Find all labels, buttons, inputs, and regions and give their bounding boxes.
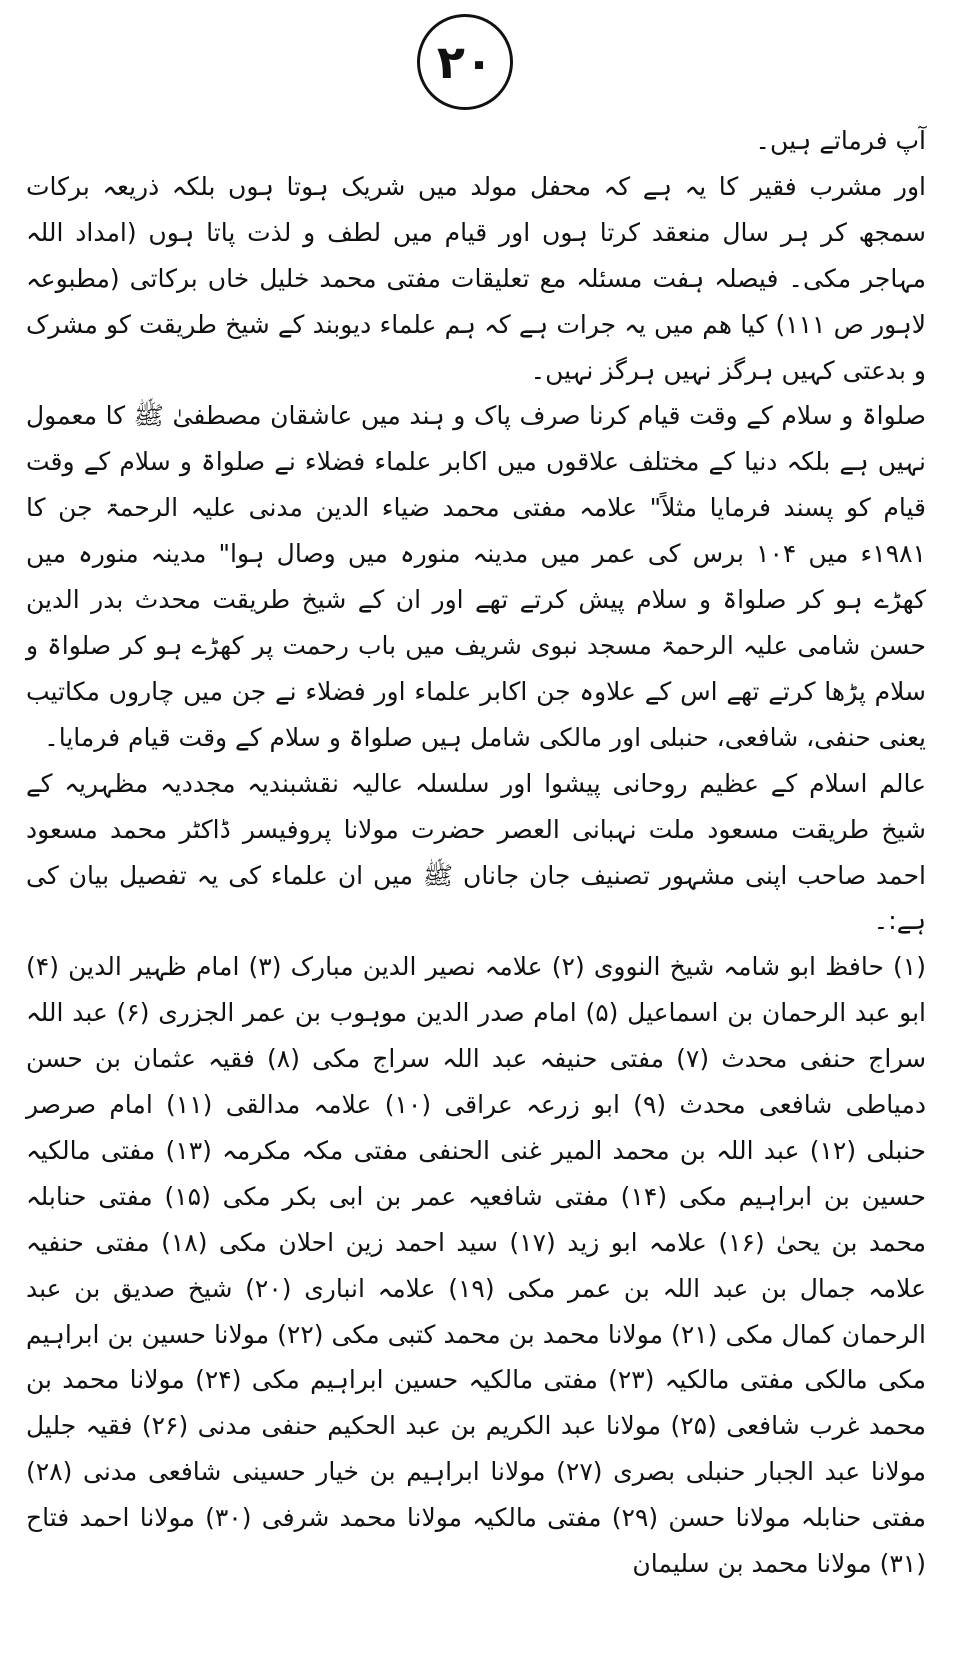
paragraph-ulama-list: (۱) حافظ ابو شامہ شیخ النووی (۲) علامہ نصیر الدین مبارک (۳) امام ظہیر الدین (۴) ابو عبد الرحمان بن اسماعیل (۵) امام صدر الدین موہوب بن عمر الجزری (۶) عبد اللہ سراج حنفی محدث (۷) مفتی حنیفہ عبد اللہ سراج مکی (۸) فقیہ عثمان بن حسن دمیاطی شافعی محدث (۹) ابو زرعہ عراقی (۱۰) علامہ مدالقی (۱۱) امام صرصر حنبلی (۱۲) عبد اللہ بن محمد المیر غنی الحنفی مفتی مکہ مکرمہ (۱۳) مفتی مالکیہ حسین بن ابراہیم مکی (۱۴) مفتی شافعیہ عمر بن ابی بکر مکی (۱۵) مفتی حنابلہ محمد بن یحیٰ (۱۶) علامہ ابو زید (۱۷) سید احمد زین احلان مکی (۱۸) مفتی حنفیہ علامہ جمال بن عبد اللہ بن عمر مکی (۱۹) علامہ انباری (۲۰) شیخ صدیق بن عبد الرحمان کمال مکی (۲۱) مولانا محمد بن محمد کتبی مکی (۲۲) مولانا حسین بن ابراہیم مکی مالکی مفتی مالکیہ (۲۳) مفتی مالکیہ حسین ابراہیم مکی (۲۴) مولانا محمد بن محمد غرب شافعی (۲۵) مولانا عبد الکریم بن عبد الحکیم حنفی مدنی (۲۶) فقیہ جلیل مولانا عبد الجبار حنبلی بصری (۲۷) مولانا ابراہیم بن خیار حسینی شافعی مدنی (۲۸) مفتی حنابلہ مولانا حسن (۲۹) مفتی مالکیہ مولانا محمد شرفی (۳۰) مولانا احمد فتاح (۳۱) مولانا محمد بن سلیمان xyxy=(26,952,927,1579)
paragraph-masood-millat: عالم اسلام کے عظیم روحانی پیشوا اور سلسلہ عالیہ نقشبندیہ مجددیہ مظہریہ کے شیخ طریقت مسعود ملت نہبانی العصر حضرت مولانا پروفیسر ڈاکٹر محمد مسعود احمد صاحب اپنی مشہور تصنیف جان جاناں ﷺ میں ان علماء کی یہ تفصیل بیان کی ہے:۔ xyxy=(26,768,926,936)
page-number: ۲۰ xyxy=(417,14,513,110)
paragraph-qiyam: صلواۃ و سلام کے وقت قیام کرنا صرف پاک و ہند میں عاشقان مصطفیٰ ﷺ کا معمول نہیں ہے بلکہ دنیا کے مختلف علاقوں میں اکابر علماء فضلاء نے صلواۃ و سلام کے وقت قیام کو پسند فرمایا مثلاً" علامہ مفتی محمد ضیاء الدین مدنی علیہ الرحمۃ جن کا ۱۹۸۱ء میں ۱۰۴ برس کی عمر میں مدینہ منورہ میں وصال ہوا" مدینہ منورہ میں کھڑے ہو کر صلواۃ و سلام پیش کرتے تھے اور ان کے شیخ طریقت محدث بدر الدین حسن شامی علیہ الرحمۃ مسجد نبوی شریف میں باب رحمت پر کھڑے ہو کر صلواۃ و سلام پڑھا کرتے تھے اس کے علاوہ جن اکابر علماء اور فضلاء نے جن میں چاروں مکاتیب یعنی حنفی، شافعی، حنبلی اور مالکی شامل ہیں صلواۃ و سلام کے وقت قیام فرمایا۔ xyxy=(26,401,926,752)
page-body xyxy=(26,118,926,1587)
paragraph-mashrab: اور مشرب فقیر کا یہ ہے کہ محفل مولد میں شریک ہوتا ہوں بلکہ ذریعہ برکات سمجھ کر ہر سال منعقد کرتا ہوں اور قیام میں لطف و لذت پاتا ہوں (امداد اللہ مہاجر مکی۔ فیصلہ ہفت مسئلہ مع تعلیقات مفتی محمد خلیل خاں برکاتی (مطبوعہ لاہور ص ۱۱۱) کیا ھم میں یہ جرات ہے کہ ہم علماء دیوبند کے شیخ طریقت کو مشرک و بدعتی کہیں ہرگز نہیں ہرگز نہیں۔ xyxy=(26,171,926,385)
paragraph-intro: آپ فرماتے ہیں۔ xyxy=(755,126,926,155)
